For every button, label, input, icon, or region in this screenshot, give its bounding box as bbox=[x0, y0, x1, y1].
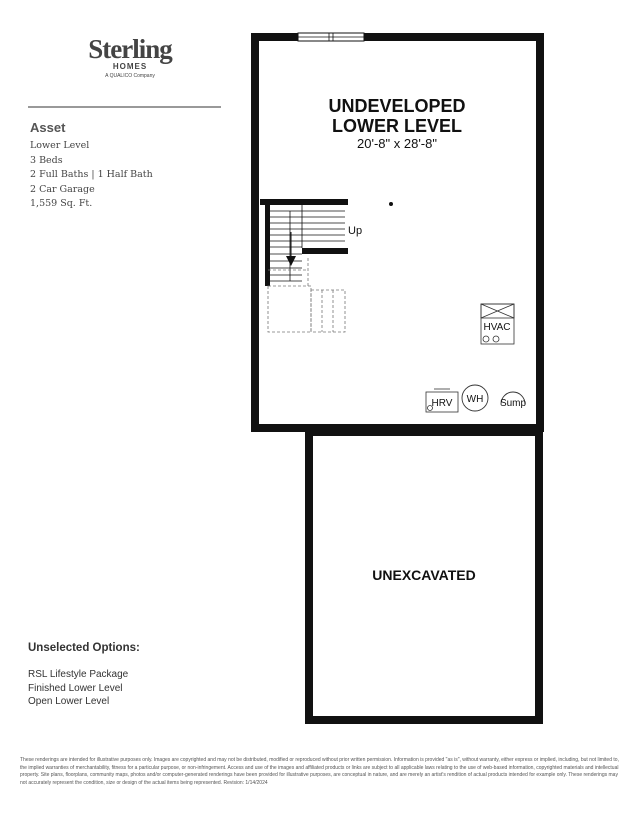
logo-brand: Sterling bbox=[88, 34, 172, 64]
sump-label: Sump bbox=[499, 398, 527, 409]
spec-level: Lower Level bbox=[30, 140, 90, 151]
room-name-line1: UNDEVELOPED bbox=[328, 96, 466, 116]
spec-garage: 2 Car Garage bbox=[30, 183, 95, 195]
stair-up-label: Up bbox=[348, 225, 363, 237]
option-item: RSL Lifestyle Package bbox=[28, 669, 129, 680]
spec-baths: 2 Full Baths | 1 Half Bath bbox=[30, 169, 153, 180]
unexcavated-label: UNEXCAVATED bbox=[372, 567, 476, 583]
hrv-label: HRV bbox=[431, 398, 453, 409]
room-dimensions: 20'-8" x 28'-8" bbox=[357, 136, 437, 151]
stair-treads bbox=[270, 205, 345, 281]
support-post bbox=[389, 202, 393, 206]
stair-wall-left bbox=[265, 205, 270, 286]
hvac-label: HVAC bbox=[483, 322, 511, 333]
stair-wall-bottom bbox=[302, 248, 348, 254]
option-item: Finished Lower Level bbox=[28, 682, 123, 694]
optional-stair-outline bbox=[268, 258, 345, 332]
stair-wall-top bbox=[260, 199, 348, 205]
option-item: Open Lower Level bbox=[28, 696, 110, 707]
unselected-options-heading: Unselected Options: bbox=[28, 642, 140, 654]
room-name-line2: LOWER LEVEL bbox=[332, 116, 462, 136]
plan-title: Asset bbox=[30, 120, 66, 135]
spec-area: 1,559 Sq. Ft. bbox=[30, 198, 93, 209]
logo-company: A QUALICO Company bbox=[105, 73, 155, 79]
spec-beds: 3 Beds bbox=[30, 154, 63, 166]
logo-homes: HOMES bbox=[112, 62, 148, 71]
water-heater-label: WH bbox=[466, 394, 484, 405]
legal-disclaimer: These renderings are intended for illustrative purposes only. Images are copyrighted and may not be distributed, modified or reproduced without prior written permission. Information is provided "as is", without warranty, either express or implied, including, but not limited to, the implied warranties of merchantability, fitness for a particular purpose, or non-infringement. Access and use of the images and affiliated products or links are subject to all applicable laws relating to the use of web-based information, copyrighted materials and intellectual property. Site plans, floorplans, community maps, photos and/or computer-generated renderings have been provided for illustrative purposes, are conceptual in nature, and are merely an artist's rendition of actual products intended for example only. These renderings may not accurately represent the condition, size or design of the actual items being represented. Revision: 1/14/2024 bbox=[20, 757, 619, 786]
